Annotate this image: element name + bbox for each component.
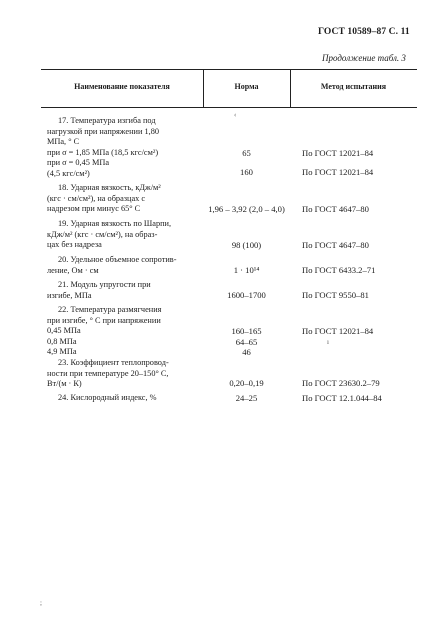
table-row-18-method: По ГОСТ 4647–80: [302, 204, 369, 214]
name-line: 0,8 МПа: [47, 336, 77, 346]
norm-value: 24–25: [235, 393, 258, 403]
table-row-24-method: По ГОСТ 12.1.044–84: [302, 393, 382, 403]
table-row-19-name: [47, 219, 171, 251]
table-row-23-method: По ГОСТ 23630.2–79: [302, 378, 380, 388]
table-top-rule: [41, 69, 417, 70]
norm-value: 98 (100): [231, 240, 262, 250]
table-row-17-method: По ГОСТ 12021–84: [302, 148, 374, 158]
table-row-19-method: По ГОСТ 4647–80: [302, 240, 369, 250]
table-row-17-name: [47, 116, 159, 180]
table-row-21-method: По ГОСТ 9550–81: [302, 290, 369, 300]
norm-value: 0,20–0,19: [229, 378, 264, 388]
column-header-name: Наименование показателя: [74, 82, 170, 91]
name-line: 18. Ударная вязкость, кДж/м²: [58, 183, 161, 192]
table-row-23-name: [47, 358, 169, 390]
scan-mark: ı: [327, 338, 329, 346]
name-line: МПа, ° С: [47, 137, 80, 147]
table-row-24-norm: [203, 393, 290, 404]
table-header-rule: [41, 107, 417, 108]
name-line: 21. Модуль упругости при: [58, 280, 151, 289]
name-line: цах без надреза: [47, 240, 102, 250]
name-line: (4,5 кгс/см²): [47, 168, 90, 178]
name-line: ление, Ом · см: [47, 265, 99, 275]
table-row-21-norm: [203, 290, 290, 301]
scan-mark: ;: [40, 599, 42, 607]
name-line: 4,9 МПа: [47, 347, 77, 357]
norm-value: 64–65: [235, 336, 258, 347]
norm-value: 1,96 – 3,92 (2,0 – 4,0): [208, 204, 285, 214]
name-line: Вт/(м · К): [47, 379, 82, 389]
name-line: 24. Кислородный индекс, %: [58, 393, 157, 402]
name-line: изгибе, МПа: [47, 290, 92, 300]
name-line: 20. Удельное объемное сопротив-: [58, 255, 177, 264]
name-line: 17. Температура изгиба под: [58, 116, 156, 125]
table-row-20-norm: [203, 265, 290, 276]
table-row-24-name: [47, 393, 157, 404]
table-row-17-norm-2: [203, 167, 290, 178]
norm-value: 160: [240, 167, 253, 177]
name-line: нагрузкой при напряжении 1,80: [47, 126, 160, 136]
table-row-17-method-2: По ГОСТ 12021–84: [302, 167, 374, 177]
name-line: при σ = 0,45 МПа: [47, 158, 110, 168]
name-line: при σ = 1,85 МПа (18,5 кгс/см²): [47, 147, 159, 157]
name-line: 19. Ударная вязкость по Шарпи,: [58, 219, 172, 228]
table-row-21-name: [47, 280, 151, 301]
table-row-19-norm: [203, 240, 290, 251]
table-row-20-method: По ГОСТ 6433.2–71: [302, 265, 376, 275]
scan-mark: ‹: [234, 111, 237, 119]
table-row-20-name: [47, 255, 176, 276]
name-line: 22. Температура размягчения: [58, 305, 162, 314]
norm-value: 1 · 10¹⁴: [233, 265, 260, 275]
table-row-22-method: По ГОСТ 12021–84: [302, 326, 374, 336]
column-header-norm: Норма: [234, 82, 259, 91]
name-line: 0,45 МПа: [47, 326, 81, 336]
norm-value: 46: [242, 347, 251, 358]
name-line: 23. Коэффициент теплопровод-: [58, 358, 169, 367]
name-line: надрезом при минус 65° С: [47, 204, 141, 214]
table-row-22-norm: [203, 326, 290, 358]
norm-value: 65: [242, 148, 251, 158]
name-line: кДж/м² (кгс · см/см²), на образ-: [47, 229, 158, 239]
name-line: ности при температуре 20–150° С,: [47, 368, 169, 378]
table-row-22-name: [47, 305, 161, 358]
name-line: при изгибе, ° С при напряжении: [47, 315, 161, 325]
table-row-18-norm: [203, 204, 290, 215]
table-row-23-norm: [203, 378, 290, 389]
column-header-method: Метод испытания: [320, 82, 387, 91]
name-line: (кгс · см/см²), на образцах с: [47, 193, 146, 203]
table-row-17-norm: [203, 148, 290, 159]
norm-value: 1600–1700: [227, 290, 266, 300]
norm-value: 160–165: [231, 326, 262, 336]
table-continuation-label: Продолжение табл. 3: [322, 53, 406, 63]
table-row-18-name: [47, 183, 161, 215]
document-header: ГОСТ 10589–87 С. 11: [318, 27, 410, 37]
